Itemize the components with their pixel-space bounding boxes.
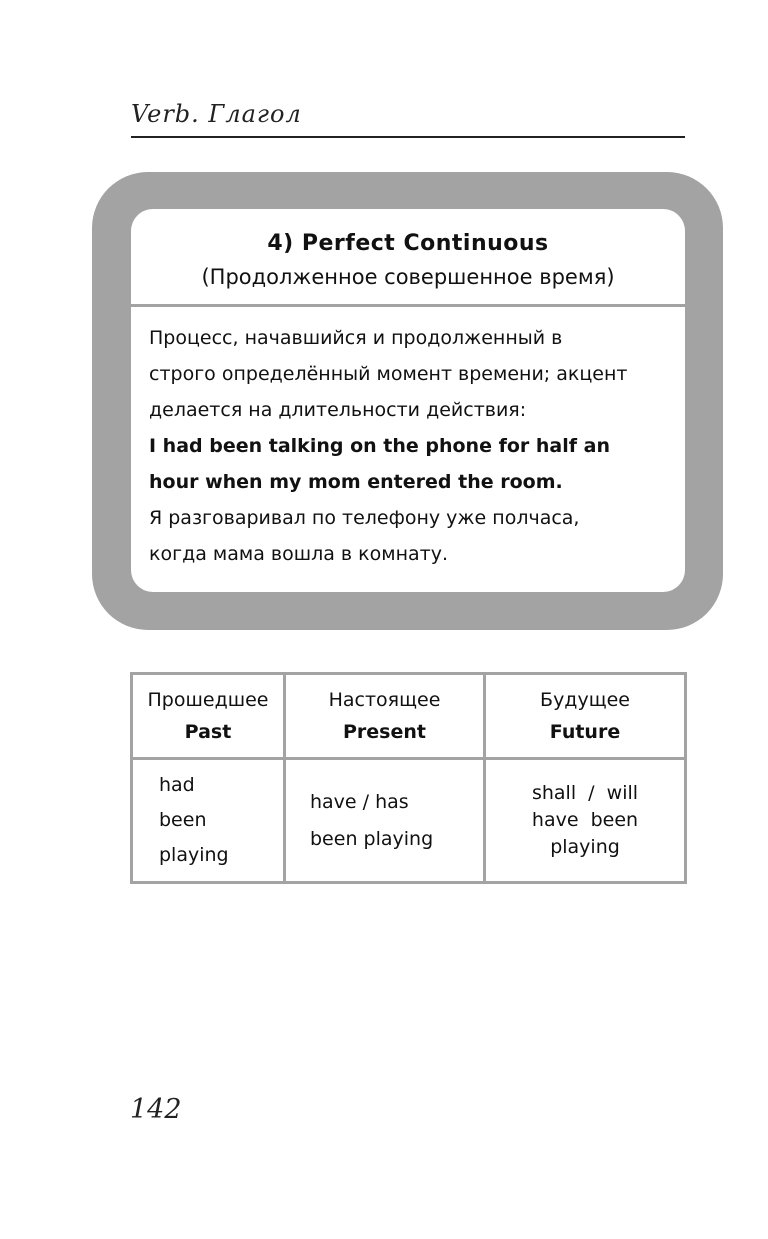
header-future	[485, 674, 686, 759]
page-header	[131, 96, 685, 138]
cell-future-form	[485, 759, 686, 883]
example-sentence-line: hour when my mom entered the room.	[149, 471, 563, 493]
description-line: строго определённый момент времени; акцент	[149, 363, 628, 385]
card-divider	[131, 304, 685, 307]
rule-card	[131, 209, 685, 592]
table-row	[132, 759, 686, 883]
header-ru-label: Настоящее	[328, 689, 441, 711]
header-present	[285, 674, 485, 759]
header-en-label: Present	[343, 721, 426, 743]
form-line: have / has	[310, 790, 409, 813]
header-en-label: Past	[184, 721, 232, 743]
header-ru-label: Прошедшее	[147, 689, 269, 711]
form-line: playing	[550, 836, 620, 858]
form-line: playing	[159, 844, 229, 866]
running-title: Verb. Глагол	[131, 100, 302, 128]
tense-subtitle: (Продолженное совершенное время)	[201, 265, 615, 289]
form-line: been playing	[310, 827, 434, 850]
page-number: 142	[130, 1094, 182, 1125]
cell-present-form	[285, 759, 485, 883]
translation-line: когда мама вошла в комнату.	[149, 543, 449, 565]
example-sentence-line: I had been talking on the phone for half an	[149, 435, 610, 457]
description-line: делается на длительности действия:	[149, 399, 527, 421]
table-header-row	[132, 674, 686, 759]
translation-line: Я разговаривал по телефону уже полчаса,	[149, 507, 580, 529]
form-line: have been	[531, 809, 639, 831]
header-ru-label: Будущее	[540, 689, 630, 711]
header-past	[132, 674, 285, 759]
description-line: Процесс, начавшийся и продолженный в	[149, 327, 563, 349]
form-line: shall / will	[531, 782, 639, 804]
tense-title: 4) Perfect Continuous	[267, 231, 549, 256]
rule-description	[149, 320, 669, 572]
form-line: had	[159, 774, 195, 796]
header-en-label: Future	[549, 721, 621, 743]
form-line: been	[159, 809, 207, 831]
cell-past-form	[132, 759, 285, 883]
rule-card-header	[131, 209, 685, 305]
tense-forms-table	[130, 672, 687, 884]
